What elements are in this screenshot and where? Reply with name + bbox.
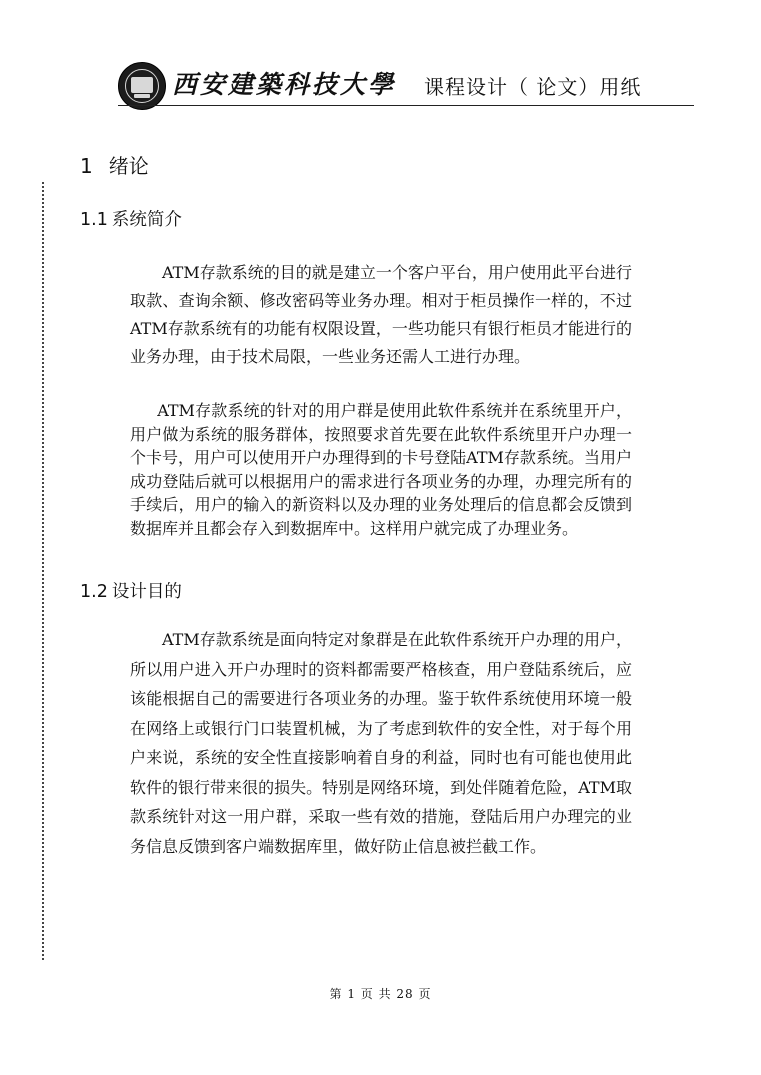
page-header bbox=[118, 62, 694, 106]
section-title: 系统简介 bbox=[111, 210, 182, 230]
header-divider bbox=[118, 105, 694, 106]
section-title: 设计目的 bbox=[111, 582, 182, 602]
university-name: 西安建築科技大學 bbox=[172, 70, 397, 99]
paragraph: ATM存款系统的目的就是建立一个客户平台，用户使用此平台进行取款、查询余额、修改密码等业务办理。相对于柜员操作一样的，不过ATM存款系统有的功能有权限设置，一些功能只有银行柜员才能进行的业务办理，由于技术局限，一些业务还需人工进行办理。 bbox=[130, 263, 632, 366]
page-number-footer: 第 1 页 共 28 页 bbox=[329, 987, 432, 1001]
binding-line bbox=[42, 182, 44, 960]
chapter-number: 1 bbox=[80, 154, 93, 178]
chapter-heading bbox=[80, 152, 149, 180]
section-heading-1-2 bbox=[80, 579, 182, 605]
header-subtitle: 课程设计（ 论文）用纸 bbox=[424, 75, 642, 99]
chapter-title: 绪论 bbox=[108, 154, 149, 178]
paragraph: ATM存款系统是面向特定对象群是在此软件系统开户办理的用户，所以用户进入开户办理时的资料都需要严格核查，用户登陆系统后，应该能根据自己的需要进行各项业务的办理。鉴于软件系统使用环境一般在网络上或银行门口装置机械，为了考虑到软件的安全性，对于每个用户来说，系统的安全性直接影响着自身的利益，同时也有可能也使用此软件的银行带来很的损失。特别是网络环境，到处伴随着危险，ATM取款系统针对这一用户群，采取一些有效的措施，登陆后用户办理完的业务信息反馈到客户端数据库里，做好防止信息被拦截工作。 bbox=[130, 630, 632, 856]
university-seal-logo bbox=[118, 62, 166, 110]
section-number: 1.1 bbox=[80, 210, 108, 230]
section-heading-1-1 bbox=[80, 207, 182, 233]
paragraph: ATM存款系统的针对的用户群是使用此软件系统并在系统里开户，用户做为系统的服务群体，按照要求首先要在此软件系统里开户办理一个卡号，用户可以使用开户办理得到的卡号登陆ATM存款系统。当用户成功登陆后就可以根据用户的需求进行各项业务的办理，办理完所有的手续后，用户的输入的新资料以及办理的业务处理后的信息都会反馈到数据库并且都会存入到数据库中。这样用户就完成了办理业务。 bbox=[130, 401, 632, 538]
section-number: 1.2 bbox=[80, 582, 108, 602]
